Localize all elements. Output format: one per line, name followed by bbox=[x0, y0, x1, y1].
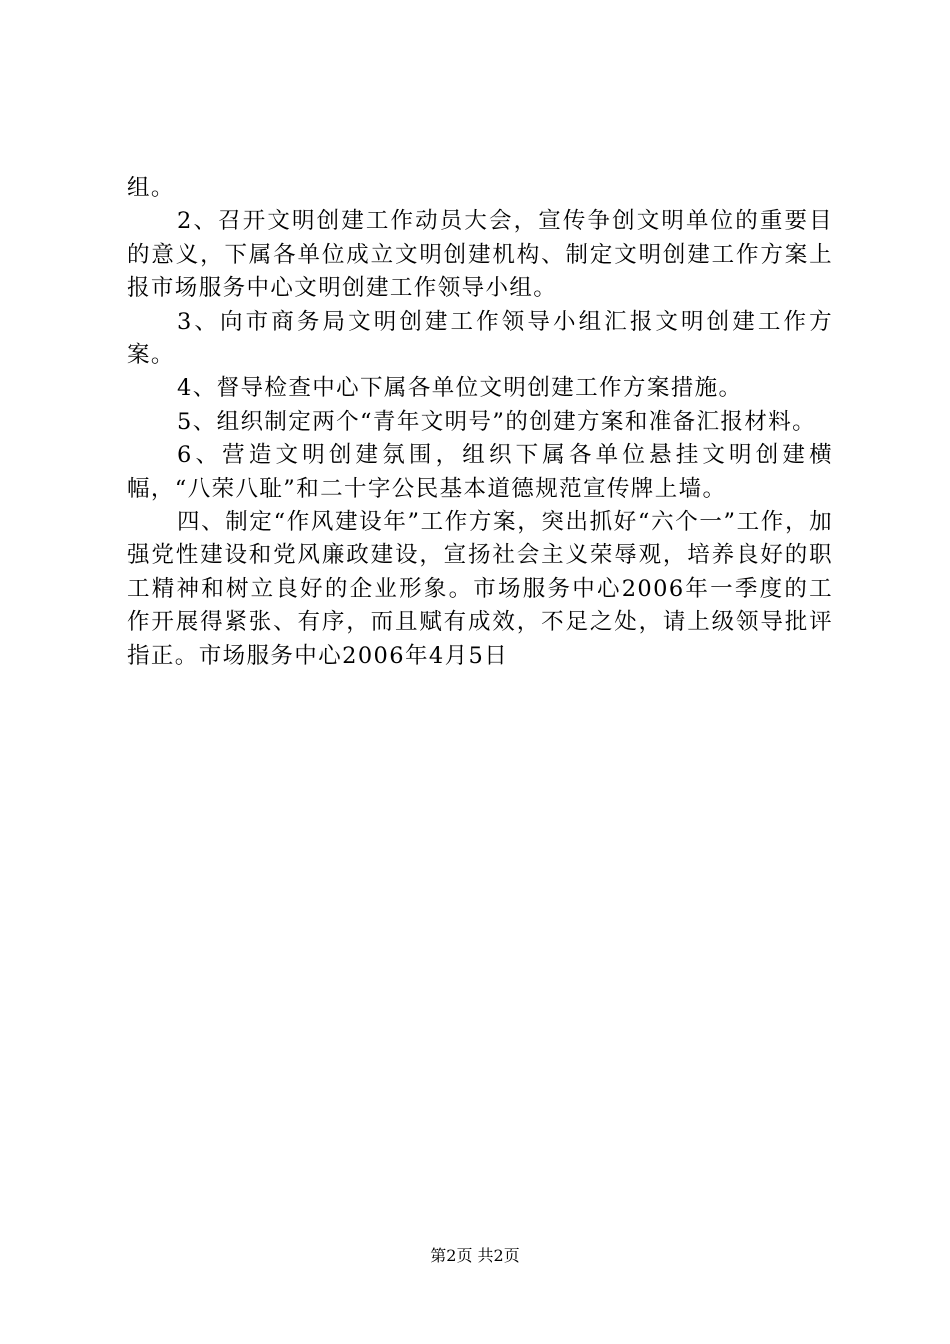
paragraph-section-4: 四、制定“作风建设年”工作方案，突出抓好“六个一”工作，加强党性建设和党风廉政建设，宣扬社会主义荣辱观，培养良好的职工精神和树立良好的企业形象。市场服务中心2006年一季度的工作开展得紧张、有序，而且赋有成效，不足之处，请上级领导批评指正。市场服务中心2006年4月5日 bbox=[127, 509, 833, 669]
paragraph-item-4: 4、督导检查中心下属各单位文明创建工作方案措施。 bbox=[177, 375, 743, 402]
paragraph-continuation: 组。 bbox=[127, 175, 175, 201]
document-body bbox=[127, 172, 833, 673]
paragraph-item-3: 3、向市商务局文明创建工作领导小组汇报文明创建工作方案。 bbox=[127, 308, 833, 369]
paragraph-item-6: 6、营造文明创建氛围，组织下属各单位悬挂文明创建横幅，“八荣八耻”和二十字公民基本道德规范宣传牌上墙。 bbox=[127, 442, 833, 502]
paragraph-item-5: 5、组织制定两个“青年文明号”的创建方案和准备汇报材料。 bbox=[177, 408, 817, 435]
page-footer: 第2页 共2页 bbox=[430, 1246, 520, 1265]
paragraph-item-2: 2、召开文明创建工作动员大会，宣传争创文明单位的重要目的意义，下属各单位成立文明创建机构、制定文明创建工作方案上报市场服务中心文明创建工作领导小组。 bbox=[127, 208, 833, 302]
